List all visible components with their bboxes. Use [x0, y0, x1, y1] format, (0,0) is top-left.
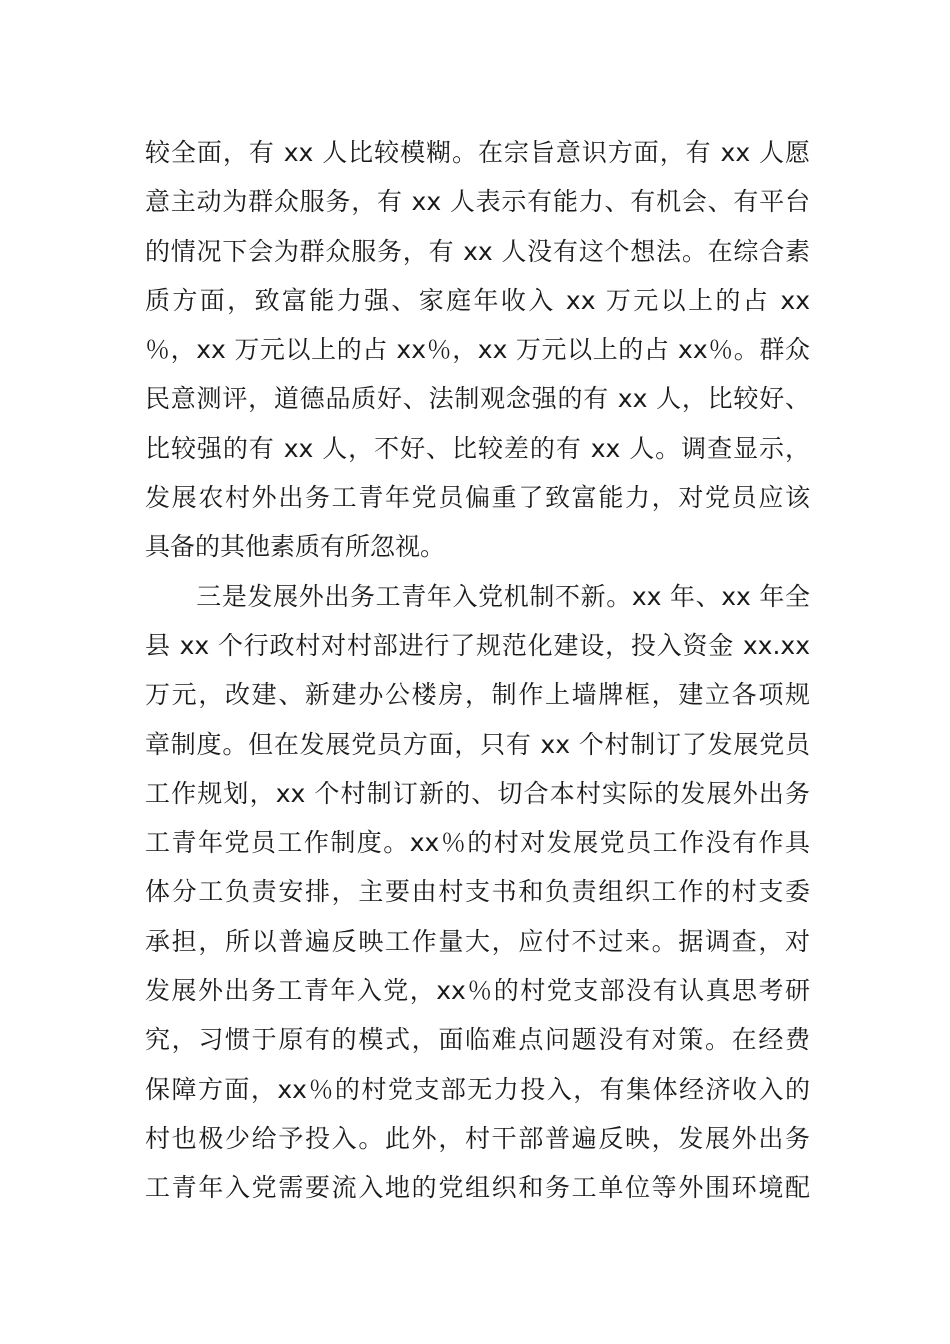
text-line: 工作规划，xx 个村制订新的、切合本村实际的发展外出务: [145, 778, 810, 808]
body-text: [145, 128, 810, 1213]
text-line: 发展外出务工青年入党，xx％的村党支部没有认真思考研: [145, 976, 810, 1006]
text-line: 意主动为群众服务，有 xx 人表示有能力、有机会、有平台: [145, 187, 810, 217]
text-line: 比较强的有 xx 人，不好、比较差的有 xx 人。调查显示，: [145, 433, 810, 463]
text-line: 工青年党员工作制度。xx％的村对发展党员工作没有作具: [145, 828, 810, 858]
text-line: 发展农村外出务工青年党员偏重了致富能力，对党员应该: [145, 483, 810, 513]
text-line: 质方面，致富能力强、家庭年收入 xx 万元以上的占 xx: [145, 285, 810, 315]
text-line: 承担，所以普遍反映工作量大，应付不过来。据调查，对: [145, 926, 810, 956]
text-line: 保障方面，xx％的村党支部无力投入，有集体经济收入的: [145, 1074, 810, 1104]
text-line: 章制度。但在发展党员方面，只有 xx 个村制订了发展党员: [145, 729, 810, 759]
text-line: 工青年入党需要流入地的党组织和务工单位等外围环境配: [145, 1173, 810, 1203]
text-line: 较全面，有 xx 人比较模糊。在宗旨意识方面，有 xx 人愿: [145, 138, 810, 167]
text-line: ％，xx 万元以上的占 xx％，xx 万元以上的占 xx％。群众: [145, 335, 810, 365]
text-line: 的情况下会为群众服务，有 xx 人没有这个想法。在综合素: [145, 236, 810, 266]
text-line: 万元，改建、新建办公楼房，制作上墙牌框，建立各项规: [145, 680, 810, 710]
paragraph-start-line: 三是发展外出务工青年入党机制不新。xx 年、xx 年全: [145, 581, 810, 611]
text-line: 体分工负责安排，主要由村支书和负责组织工作的村支委: [145, 877, 810, 907]
text-line: 究，习惯于原有的模式，面临难点问题没有对策。在经费: [145, 1025, 810, 1055]
text-line: 村也极少给予投入。此外，村干部普遍反映，发展外出务: [145, 1123, 810, 1153]
text-line: 县 xx 个行政村对村部进行了规范化建设，投入资金 xx.xx: [145, 630, 810, 660]
text-line: 民意测评，道德品质好、法制观念强的有 xx 人，比较好、: [145, 384, 810, 414]
paragraph-end-line: 具备的其他素质有所忽视。: [145, 532, 446, 562]
